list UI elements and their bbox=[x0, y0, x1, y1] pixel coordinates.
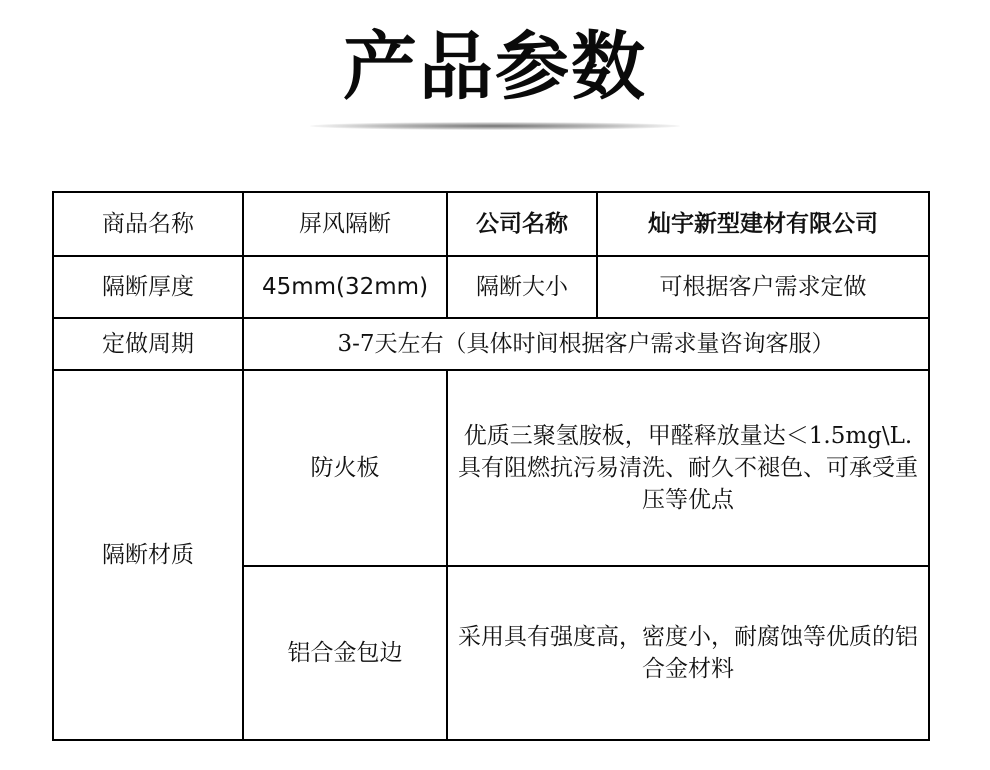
table-row bbox=[53, 370, 929, 566]
size-value: 可根据客户需求定做 bbox=[597, 256, 929, 318]
table-row bbox=[53, 256, 929, 318]
thickness-value: 45mm(32mm) bbox=[243, 256, 447, 318]
period-label: 定做周期 bbox=[53, 318, 243, 370]
material-label: 隔断材质 bbox=[53, 370, 243, 740]
table-row bbox=[53, 192, 929, 256]
thickness-label: 隔断厚度 bbox=[53, 256, 243, 318]
material-name: 铝合金包边 bbox=[243, 566, 447, 740]
material-description: 采用具有强度高，密度小，耐腐蚀等优质的铝合金材料 bbox=[447, 566, 929, 740]
product-name-label: 商品名称 bbox=[53, 192, 243, 256]
material-description: 优质三聚氢胺板，甲醛释放量达＜1.5mg\L. 具有阻燃抗污易清洗、耐久不褪色、可承受重压等优点 bbox=[447, 370, 929, 566]
product-name-value: 屏风隔断 bbox=[243, 192, 447, 256]
company-name-value: 灿宇新型建材有限公司 bbox=[597, 192, 929, 256]
title-area bbox=[0, 22, 990, 132]
material-name: 防火板 bbox=[243, 370, 447, 566]
period-value: 3-7天左右（具体时间根据客户需求量咨询客服） bbox=[243, 318, 929, 370]
table-row bbox=[53, 318, 929, 370]
size-label: 隔断大小 bbox=[447, 256, 597, 318]
company-name-label: 公司名称 bbox=[447, 192, 597, 256]
page-title: 产品参数 bbox=[343, 24, 647, 110]
title-underline-shadow bbox=[310, 122, 680, 130]
product-spec-table bbox=[52, 191, 930, 741]
